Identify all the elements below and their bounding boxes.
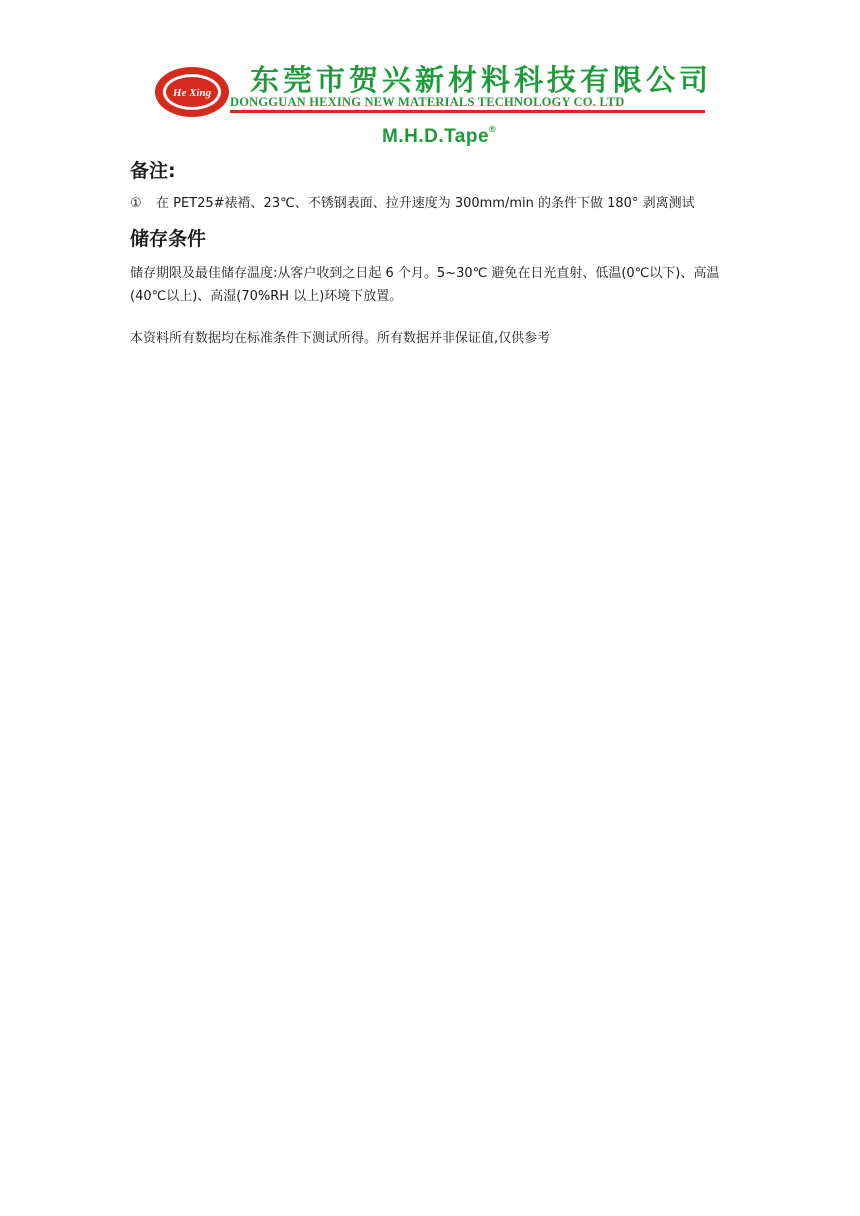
storage-paragraph: 储存期限及最佳储存温度:从客户收到之日起 6 个月。5~30℃ 避免在日光直射、低温(0℃以下)、高温(40℃以上)、高湿(70%RH 以上)环境下放置。 bbox=[130, 266, 720, 304]
notes-heading: 备注: bbox=[130, 160, 176, 182]
company-header bbox=[130, 56, 730, 151]
brand-name: M.H.D.Tape bbox=[382, 126, 490, 147]
note-text: 在 PET25#裱褙、23℃、不锈钢表面、拉升速度为 300mm/min 的条件下做 180° 剥离测试 bbox=[156, 196, 695, 211]
registered-icon: ® bbox=[489, 124, 497, 134]
company-name-en: DONGGUAN HEXING NEW MATERIALS TECHNOLOGY CO. LTD bbox=[230, 95, 625, 109]
note-marker: ① bbox=[130, 196, 142, 211]
header-divider bbox=[230, 110, 705, 113]
company-name-cn: 东莞市贺兴新材料科技有限公司 bbox=[250, 63, 713, 97]
logo-text: He Xing bbox=[172, 87, 212, 99]
disclaimer-paragraph: 本资料所有数据均在标准条件下测试所得。所有数据并非保证值,仅供参考 bbox=[130, 331, 551, 346]
note-item bbox=[130, 194, 695, 214]
storage-heading: 储存条件 bbox=[130, 228, 207, 250]
brand-mark bbox=[382, 126, 496, 148]
company-logo bbox=[152, 64, 232, 120]
